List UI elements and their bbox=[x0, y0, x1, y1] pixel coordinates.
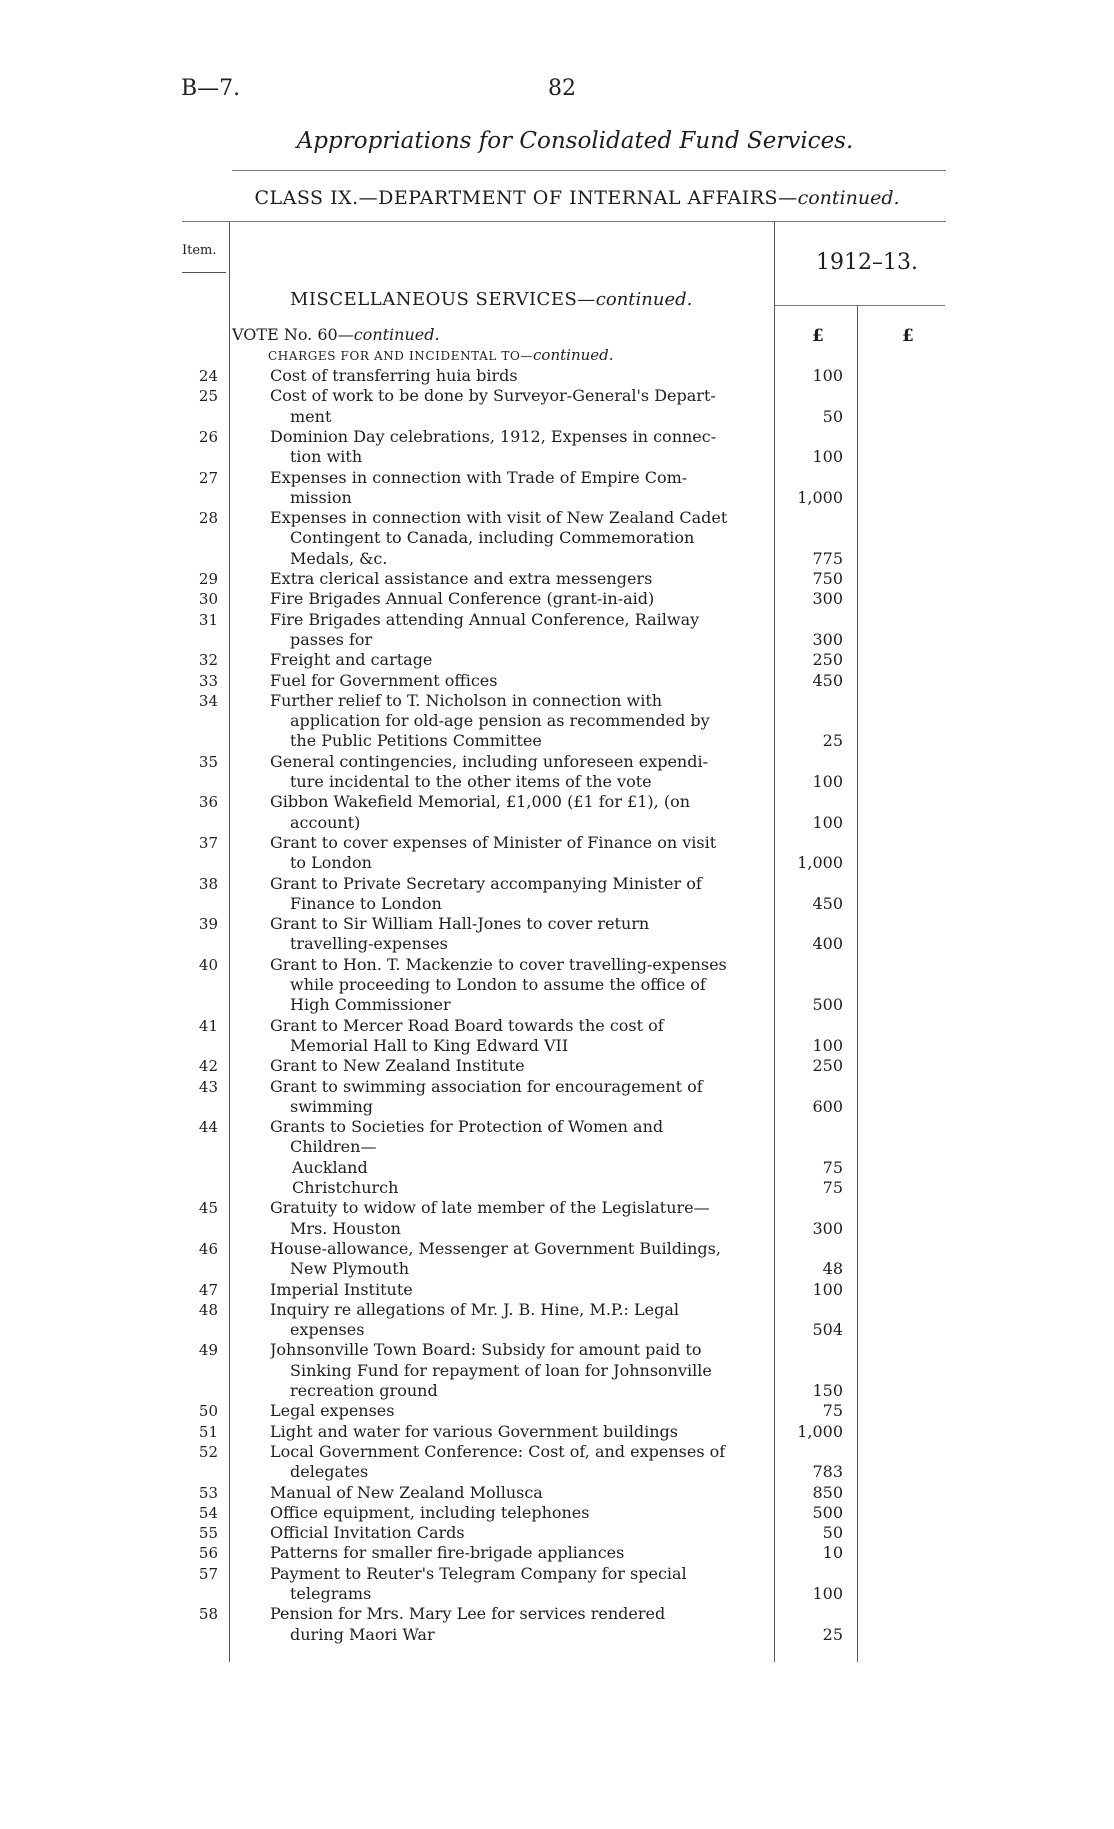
description-line: General contingencies, including unforeseen expendi- bbox=[270, 751, 708, 771]
vote-heading-cont: continued. bbox=[353, 325, 440, 344]
item-amount: 850 bbox=[812, 1482, 843, 1502]
description-line: Auckland bbox=[292, 1157, 368, 1177]
item-amount: 25 bbox=[822, 1624, 843, 1644]
description-line: Children— bbox=[290, 1137, 377, 1157]
item-amount: 300 bbox=[812, 1218, 843, 1238]
description-line: Office equipment, including telephones bbox=[270, 1502, 590, 1522]
item-number: 30 bbox=[198, 590, 218, 609]
item-number: 25 bbox=[198, 387, 218, 406]
item-amount: 783 bbox=[812, 1462, 843, 1482]
description-line: Freight and cartage bbox=[270, 650, 433, 670]
description-line: the Public Petitions Committee bbox=[290, 731, 542, 751]
item-number: 58 bbox=[198, 1605, 218, 1624]
description-line: Payment to Reuter's Telegram Company for special bbox=[270, 1563, 687, 1583]
year-header-rule bbox=[775, 305, 945, 306]
item-description bbox=[270, 874, 768, 915]
item-number: 29 bbox=[198, 570, 218, 588]
table-row bbox=[0, 1280, 1114, 1300]
description-line: swimming bbox=[290, 1096, 374, 1116]
item-number: 32 bbox=[198, 651, 218, 670]
table-row bbox=[0, 1300, 1114, 1341]
item-number: 49 bbox=[198, 1341, 218, 1360]
description-line: Imperial Institute bbox=[270, 1279, 413, 1299]
item-description bbox=[270, 1056, 768, 1076]
description-line: Grant to Mercer Road Board towards the cost of bbox=[270, 1015, 664, 1035]
table-row bbox=[0, 1340, 1114, 1401]
item-description bbox=[270, 1503, 768, 1523]
item-amount: 450 bbox=[812, 893, 843, 913]
table-row bbox=[0, 671, 1114, 691]
item-header-rule bbox=[182, 272, 226, 273]
table-row bbox=[0, 1564, 1114, 1605]
description-line: Further relief to T. Nicholson in connection with bbox=[270, 690, 663, 710]
description-line: Grant to Private Secretary accompanying Minister of bbox=[270, 873, 702, 893]
table-row bbox=[0, 468, 1114, 509]
description-line: Christchurch bbox=[292, 1178, 399, 1197]
table-row bbox=[0, 1158, 1114, 1178]
item-amount: 500 bbox=[812, 995, 843, 1015]
description-line: Inquiry re allegations of Mr. J. B. Hine, M.P.: Legal bbox=[270, 1299, 679, 1319]
table-row bbox=[0, 1503, 1114, 1523]
page-title: Appropriations for Consolidated Fund Services. bbox=[296, 128, 854, 154]
table-row bbox=[0, 1401, 1114, 1421]
table-row bbox=[0, 1523, 1114, 1543]
table-row bbox=[0, 1077, 1114, 1118]
item-number: 45 bbox=[198, 1199, 218, 1218]
description-line: Grants to Societies for Protection of Women and bbox=[270, 1117, 664, 1137]
title-rule bbox=[232, 170, 946, 171]
description-line: account) bbox=[290, 812, 361, 832]
description-line: Gratuity to widow of late member of the Legislature— bbox=[270, 1198, 710, 1218]
table-row bbox=[0, 427, 1114, 468]
item-description bbox=[270, 752, 768, 793]
item-number: 41 bbox=[198, 1016, 218, 1035]
item-description bbox=[270, 1564, 768, 1605]
item-amount: 48 bbox=[822, 1259, 843, 1279]
item-number: 44 bbox=[198, 1118, 218, 1137]
table-row bbox=[0, 792, 1114, 833]
item-description bbox=[270, 1422, 768, 1442]
table-row bbox=[0, 1198, 1114, 1239]
item-description bbox=[270, 1401, 768, 1421]
table-row bbox=[0, 569, 1114, 589]
item-description bbox=[270, 1340, 768, 1401]
item-description bbox=[270, 427, 768, 468]
table-top-rule bbox=[182, 221, 946, 222]
table-row bbox=[0, 874, 1114, 915]
description-line: Johnsonville Town Board: Subsidy for amount paid to bbox=[270, 1340, 702, 1360]
item-amount: 500 bbox=[812, 1502, 843, 1522]
description-line: passes for bbox=[290, 629, 373, 649]
item-amount: 1,000 bbox=[797, 1421, 843, 1441]
item-number: 37 bbox=[198, 833, 218, 852]
table-row bbox=[0, 386, 1114, 427]
table-row bbox=[0, 508, 1114, 569]
description-line: Patterns for smaller fire-brigade appliances bbox=[270, 1543, 625, 1563]
description-line: Pension for Mrs. Mary Lee for services rendered bbox=[270, 1604, 666, 1624]
item-number: 35 bbox=[198, 752, 218, 771]
item-description bbox=[270, 1239, 768, 1280]
table-row bbox=[0, 1442, 1114, 1483]
description-line: House-allowance, Messenger at Government Buildings, bbox=[270, 1238, 721, 1258]
item-description bbox=[270, 1300, 768, 1341]
item-description bbox=[270, 691, 768, 752]
item-amount: 75 bbox=[822, 1401, 843, 1421]
item-description bbox=[270, 1523, 768, 1543]
description-line: while proceeding to London to assume the office of bbox=[290, 974, 706, 994]
item-amount: 250 bbox=[812, 1056, 843, 1076]
item-column-header: Item. bbox=[182, 243, 217, 258]
item-description bbox=[270, 1117, 768, 1158]
item-amount: 100 bbox=[812, 366, 843, 385]
section-heading bbox=[290, 289, 692, 310]
item-number: 50 bbox=[198, 1402, 218, 1421]
item-number: 52 bbox=[198, 1442, 218, 1461]
description-line: Light and water for various Government buildings bbox=[270, 1421, 678, 1441]
item-description bbox=[270, 1016, 768, 1057]
item-amount: 300 bbox=[812, 589, 843, 609]
description-line: Grant to Hon. T. Mackenzie to cover travelling-expenses bbox=[270, 954, 727, 974]
item-number: 39 bbox=[198, 915, 218, 934]
description-line: telegrams bbox=[290, 1583, 372, 1603]
table-row bbox=[0, 1239, 1114, 1280]
description-line: Grant to swimming association for encouragement of bbox=[270, 1076, 703, 1096]
table-row bbox=[0, 1604, 1114, 1645]
table-row bbox=[0, 752, 1114, 793]
item-number: 53 bbox=[198, 1483, 218, 1502]
table-row bbox=[0, 833, 1114, 874]
charges-heading bbox=[268, 346, 614, 364]
description-line: Legal expenses bbox=[270, 1401, 395, 1421]
item-description bbox=[270, 671, 768, 691]
table-row bbox=[0, 955, 1114, 1016]
description-line: Mrs. Houston bbox=[290, 1218, 401, 1238]
item-number: 33 bbox=[198, 671, 218, 690]
item-number: 36 bbox=[198, 793, 218, 812]
description-line: Grant to cover expenses of Minister of Finance on visit bbox=[270, 832, 717, 852]
description-line: expenses bbox=[290, 1320, 365, 1340]
description-line: during Maori War bbox=[290, 1624, 435, 1644]
table-row bbox=[0, 1543, 1114, 1563]
class-heading-cont: continued. bbox=[797, 187, 900, 209]
description-line: Local Government Conference: Cost of, and expenses of bbox=[270, 1441, 726, 1461]
item-number: 34 bbox=[198, 691, 218, 710]
item-number: 55 bbox=[198, 1524, 218, 1543]
item-description bbox=[270, 650, 768, 670]
charges-heading-cont: continued. bbox=[533, 346, 614, 364]
item-amount: 25 bbox=[822, 731, 843, 751]
vote-heading bbox=[232, 325, 440, 344]
description-line: Grant to New Zealand Institute bbox=[270, 1056, 525, 1076]
item-description bbox=[270, 569, 768, 589]
table-row bbox=[0, 650, 1114, 670]
item-description bbox=[270, 1280, 768, 1300]
item-number: 38 bbox=[198, 874, 218, 893]
item-amount: 600 bbox=[812, 1096, 843, 1116]
item-description bbox=[270, 366, 768, 386]
description-line: ment bbox=[290, 406, 332, 426]
item-description bbox=[270, 1077, 768, 1118]
description-line: travelling-expenses bbox=[290, 934, 448, 954]
table-row bbox=[0, 589, 1114, 609]
pound-symbol-2: £ bbox=[902, 326, 914, 346]
item-amount: 450 bbox=[812, 670, 843, 690]
item-amount: 75 bbox=[822, 1157, 843, 1177]
description-line: Manual of New Zealand Mollusca bbox=[270, 1482, 543, 1502]
item-number: 57 bbox=[198, 1564, 218, 1583]
class-heading-main: CLASS IX.—DEPARTMENT OF INTERNAL AFFAIRS— bbox=[254, 187, 798, 209]
item-amount: 504 bbox=[812, 1320, 843, 1340]
description-line: to London bbox=[290, 853, 372, 873]
table-row bbox=[0, 1117, 1114, 1158]
description-line: Finance to London bbox=[290, 893, 442, 913]
item-description bbox=[270, 1198, 768, 1239]
item-amount: 100 bbox=[812, 1279, 843, 1299]
page-number: 82 bbox=[548, 76, 576, 101]
item-number: 31 bbox=[198, 610, 218, 629]
section-heading-main: MISCELLANEOUS SERVICES— bbox=[290, 289, 596, 310]
item-description bbox=[270, 1158, 768, 1178]
item-amount: 100 bbox=[812, 447, 843, 467]
page-reference: B—7. bbox=[181, 76, 241, 101]
item-amount: 100 bbox=[812, 1035, 843, 1055]
item-amount: 100 bbox=[812, 1583, 843, 1603]
description-line: Contingent to Canada, including Commemoration bbox=[290, 528, 695, 548]
item-description bbox=[270, 468, 768, 509]
item-amount: 75 bbox=[822, 1178, 843, 1197]
item-description bbox=[270, 955, 768, 1016]
description-line: High Commissioner bbox=[290, 995, 451, 1015]
item-amount: 1,000 bbox=[797, 853, 843, 873]
item-amount: 50 bbox=[822, 406, 843, 426]
description-line: Dominion Day celebrations, 1912, Expenses in connec- bbox=[270, 426, 717, 446]
item-description bbox=[270, 792, 768, 833]
table-row bbox=[0, 914, 1114, 955]
vote-heading-main: VOTE No. 60— bbox=[232, 325, 354, 344]
item-number: 48 bbox=[198, 1300, 218, 1319]
item-amount: 1,000 bbox=[797, 487, 843, 507]
pound-symbol-1: £ bbox=[812, 326, 824, 346]
item-amount: 150 bbox=[812, 1380, 843, 1400]
section-heading-cont: continued. bbox=[595, 289, 693, 310]
item-number: 24 bbox=[198, 367, 218, 385]
item-amount: 100 bbox=[812, 771, 843, 791]
item-description bbox=[270, 589, 768, 609]
item-number: 42 bbox=[198, 1057, 218, 1076]
item-description bbox=[270, 508, 768, 569]
item-description bbox=[270, 1442, 768, 1483]
description-line: Cost of work to be done by Surveyor-General's Depart- bbox=[270, 386, 716, 406]
year-column-header: 1912–13. bbox=[816, 250, 918, 275]
description-line: application for old-age pension as recommended by bbox=[290, 711, 710, 731]
description-line: tion with bbox=[290, 447, 363, 467]
item-description bbox=[270, 386, 768, 427]
item-number: 47 bbox=[198, 1280, 218, 1299]
item-amount: 50 bbox=[822, 1523, 843, 1543]
table-row bbox=[0, 610, 1114, 651]
item-number: 26 bbox=[198, 427, 218, 446]
class-heading bbox=[0, 187, 1114, 209]
table-row bbox=[0, 1483, 1114, 1503]
item-number: 27 bbox=[198, 468, 218, 487]
item-amount: 250 bbox=[812, 650, 843, 670]
description-line: Grant to Sir William Hall-Jones to cover return bbox=[270, 914, 650, 934]
description-line: Memorial Hall to King Edward VII bbox=[290, 1035, 569, 1055]
description-line: Medals, &c. bbox=[290, 548, 388, 568]
item-description bbox=[270, 610, 768, 651]
description-line: New Plymouth bbox=[290, 1259, 410, 1279]
item-description bbox=[270, 1604, 768, 1645]
description-line: Cost of transferring huia birds bbox=[270, 366, 518, 385]
item-number: 43 bbox=[198, 1077, 218, 1096]
description-line: delegates bbox=[290, 1462, 369, 1482]
table-row bbox=[0, 1178, 1114, 1198]
table-row bbox=[0, 1016, 1114, 1057]
item-amount: 775 bbox=[812, 548, 843, 568]
item-amount: 300 bbox=[812, 629, 843, 649]
table-row bbox=[0, 1422, 1114, 1442]
item-description bbox=[270, 1543, 768, 1563]
description-line: Official Invitation Cards bbox=[270, 1523, 465, 1543]
item-amount: 10 bbox=[822, 1543, 843, 1563]
item-description bbox=[270, 914, 768, 955]
item-amount: 750 bbox=[812, 569, 843, 588]
description-line: ture incidental to the other items of the vote bbox=[290, 771, 652, 791]
description-line: Gibbon Wakefield Memorial, £1,000 (£1 for £1), (on bbox=[270, 792, 690, 812]
table-row bbox=[0, 1056, 1114, 1076]
item-number: 54 bbox=[198, 1503, 218, 1522]
description-line: Fuel for Government offices bbox=[270, 670, 498, 690]
item-number: 46 bbox=[198, 1239, 218, 1258]
item-number: 56 bbox=[198, 1544, 218, 1563]
description-line: mission bbox=[290, 487, 352, 507]
description-line: Extra clerical assistance and extra messengers bbox=[270, 569, 653, 588]
item-number: 51 bbox=[198, 1422, 218, 1441]
item-description bbox=[270, 1178, 768, 1198]
description-line: Expenses in connection with visit of New Zealand Cadet bbox=[270, 508, 728, 528]
table-row bbox=[0, 366, 1114, 386]
item-amount: 400 bbox=[812, 934, 843, 954]
description-line: Expenses in connection with Trade of Empire Com- bbox=[270, 467, 688, 487]
item-number: 28 bbox=[198, 509, 218, 528]
item-description bbox=[270, 1483, 768, 1503]
charges-heading-main: CHARGES FOR AND INCIDENTAL TO— bbox=[268, 349, 534, 363]
item-description bbox=[270, 833, 768, 874]
description-line: Fire Brigades Annual Conference (grant-in-aid) bbox=[270, 589, 655, 609]
table-row bbox=[0, 691, 1114, 752]
description-line: Sinking Fund for repayment of loan for Johnsonville bbox=[290, 1360, 712, 1380]
item-number: 40 bbox=[198, 955, 218, 974]
description-line: recreation ground bbox=[290, 1380, 438, 1400]
item-amount: 100 bbox=[812, 812, 843, 832]
description-line: Fire Brigades attending Annual Conference, Railway bbox=[270, 609, 700, 629]
